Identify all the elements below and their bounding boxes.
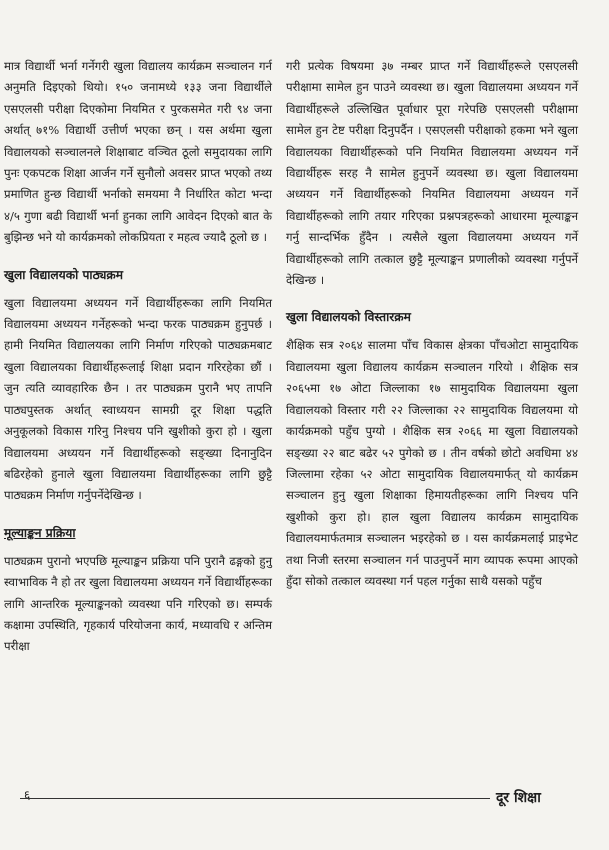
right-paragraph-1: गरी प्रत्येक विषयमा ३७ नम्बर प्राप्त गर्ने विद्यार्थीहरूले एसएलसी परीक्षामा सामेल हुन पाउने व्यवस्था छ। खुला विद्यालयमा अध्ययन गर्ने विद्यार्थीहरूले उल्लिखित पूर्वाधार पूरा गरेपछि एसएलसी परीक्षामा सामेल हुन टेष्ट परीक्षा दिनुपर्दैन । एसएलसी परीक्षाको हकमा भने खुला विद्यालयका विद्यार्थीहरूको पनि नियमित विद्यालयमा अध्ययन गर्ने विद्यार्थीहरू सरह नै सामेल हुनुपर्ने व्यवस्था छ। खुला विद्यालयमा अध्ययन गर्ने विद्यार्थीहरूको नियमित विद्यालयमा अध्ययन गर्ने विद्यार्थीहरूको लागि तयार गरिएका प्रश्नपत्रहरूको आधारमा मूल्याङ्कन गर्नु सान्दर्भिक हुँदैन । त्यसैले खुला विद्यालयमा अध्ययन गर्ने विद्यार्थीहरूको लागि तत्काल छुट्टै मूल्याङ्कन प्रणालीको व्यवस्था गर्नुपर्ने देखिन्छ । bbox=[286, 59, 578, 288]
heading-expansion: खुला विद्यालयको विस्तारक्रम bbox=[286, 310, 411, 325]
page-number: ६ bbox=[24, 788, 31, 802]
magazine-name: दूर शिक्षा bbox=[496, 790, 541, 806]
footer-divider bbox=[20, 798, 490, 799]
heading-curriculum: खुला विद्यालयको पाठ्यक्रम bbox=[4, 267, 123, 282]
left-column bbox=[4, 56, 272, 658]
right-column bbox=[286, 56, 578, 592]
right-paragraph-2: शैक्षिक सत्र २०६४ सालमा पाँच विकास क्षेत्रका पाँचओटा सामुदायिक विद्यालयमा खुला विद्यालय कार्यक्रम सञ्चालन गरियो । शैक्षिक सत्र २०६५मा १७ ओटा जिल्लाका १७ सामुदायिक विद्यालयमा खुला विद्यालयको विस्तार गरी २२ जिल्लाका २२ सामुदायिक विद्यलयमा यो कार्यक्रमको पहुँच पुग्यो । शैक्षिक सत्र २०६६ मा खुला विद्यालयको सङ्ख्या २२ बाट बढेर ५२ पुगेको छ । तीन वर्षको छोटो अवधिमा ४४ जिल्लामा रहेका ५२ ओटा सामुदायिक विद्यालयमार्फत् यो कार्यक्रम सञ्चालन हुनु खुला शिक्षाका हिमायतीहरूका लागि निश्चय पनि खुशीको कुरा हो। हाल खुला विद्यालय कार्यक्रम सामुदायिक विद्यालयमार्फतमात्र सञ्चालन भइरहेको छ । यस कार्यक्रमलाई प्राइभेट तथा निजी स्तरमा सञ्चालन गर्न पाउनुपर्ने माग व्यापक रूपमा आएको हुँदा सोको तत्काल व्यवस्था गर्न पहल गर्नुका साथै यसको पहुँच bbox=[286, 338, 578, 588]
left-paragraph-2: खुला विद्यालयमा अध्ययन गर्ने विद्यार्थीहरूका लागि नियमित विद्यालयमा अध्ययन गर्नेहरूको भन्दा फरक पाठ्यक्रम हुनुपर्छ । हामी नियमित विद्यालयका लागि निर्माण गरिएको पाठ्यक्रमबाट खुला विद्यालयका विद्यार्थीहरूलाई शिक्षा प्रदान गरिरहेका छौं । जुन त्यति व्यावहारिक छैन । तर पाठ्यक्रम पुरानै भए तापनि पाठ्यपुस्तक अर्थात् स्वाध्ययन सामग्री दूर शिक्षा पद्धति अनुकूलको विकास गरिनु निश्चय पनि खुशीको कुरा हो । खुला विद्यालयमा अध्ययन गर्ने विद्यार्थीहरूको सङ्ख्या दिनानुदिन बढिरहेको हुनाले खुला विद्यालयमा विद्यार्थीहरूका लागि छुट्टै पाठ्यक्रम निर्माण गर्नुपर्नेदेखिन्छ । bbox=[4, 295, 272, 503]
left-paragraph-1: मात्र विद्यार्थी भर्ना गर्नेगरी खुला विद्यालय कार्यक्रम सञ्चालन गर्न अनुमति दिइएको थियो। १५० जनामध्ये १३३ जना विद्यार्थीले एसएलसी परीक्षा दिएकोमा नियमित र पुरकसमेत गरी ९४ जना अर्थात् ७१% विद्यार्थी उत्तीर्ण भएका छन् । यस अर्थमा खुला विद्यालयको सञ्चालनले शिक्षाबाट वञ्चित ठूलो समुदायका लागि पुनः एकपटक शिक्षा आर्जन गर्ने सुनौलो अवसर प्राप्त भएको तथ्य प्रमाणित हुन्छ विद्यार्थी भर्नाको समयमा नै निर्धारित कोटा भन्दा ४/५ गुणा बढी विद्यार्थी भर्ना हुनका लागि आवेदन दिएको बात के बुझिन्छ भने यो कार्यक्रमको लोकप्रियता र महत्व ज्यादै ठूलो छ । bbox=[4, 59, 272, 245]
left-paragraph-3: पाठ्यक्रम पुरानो भएपछि मूल्याङ्कन प्रक्रिया पनि पुरानै ढङ्गको हुनु स्वाभाविक नै हो तर खुला विद्यालयमा अध्ययन गर्ने विद्यार्थीहरूका लागि आन्तरिक मूल्याङ्कनको व्यवस्था पनि गरिएको छ। सम्पर्क कक्षामा उपस्थिति, गृहकार्य परियोजना कार्य, मध्यावधि र अन्तिम परीक्षा bbox=[4, 553, 272, 654]
heading-evaluation: मूल्याङ्कन प्रक्रिया bbox=[4, 525, 76, 540]
